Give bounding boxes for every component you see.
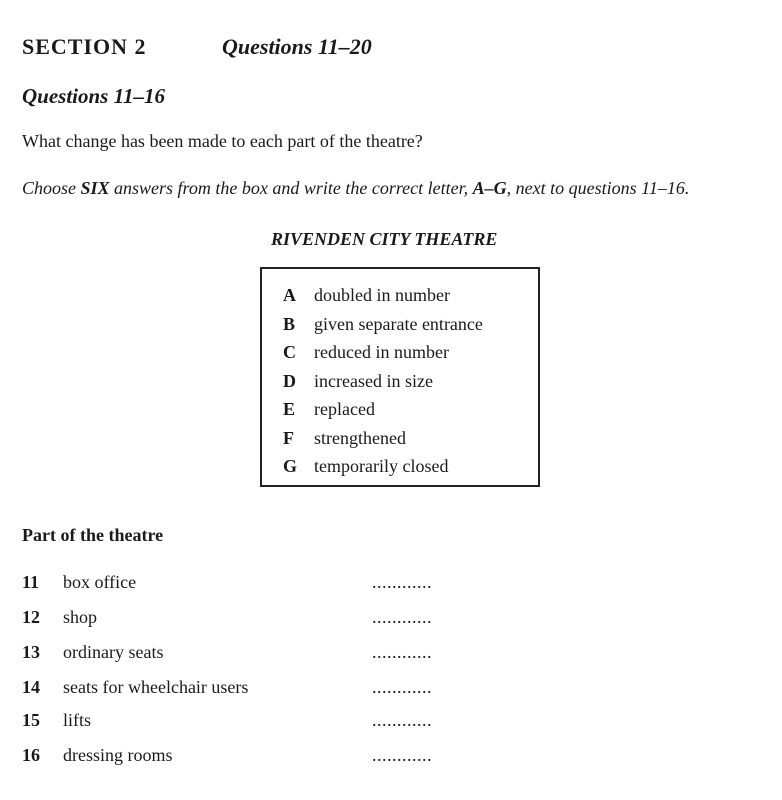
question-number: 14 <box>22 677 40 697</box>
question-text: ordinary seats <box>63 642 164 662</box>
question-text: shop <box>63 607 98 627</box>
answer-blank[interactable]: ............ <box>372 710 432 730</box>
question-row-14 <box>22 674 462 700</box>
instruction-text <box>22 178 689 199</box>
answer-blank[interactable]: ............ <box>372 677 432 697</box>
option-letter: B <box>283 313 296 334</box>
option-e <box>283 397 375 421</box>
option-f <box>283 426 406 450</box>
section-header <box>22 34 372 60</box>
answer-blank[interactable]: ............ <box>372 607 432 627</box>
question-text: lifts <box>63 710 92 730</box>
instruction-part-1: Choose <box>22 178 81 198</box>
instruction-range: A–G <box>472 178 507 198</box>
option-letter: A <box>283 285 296 305</box>
instruction-part-3: , next to questions 11–16. <box>506 178 690 198</box>
question-row-13 <box>22 639 462 665</box>
question-number: 12 <box>22 607 40 627</box>
option-text: increased in size <box>314 370 433 391</box>
question-prompt: What change has been made to each part of the theatre? <box>22 131 423 151</box>
questions-subheading: Questions 11–16 <box>22 84 165 108</box>
question-number: 16 <box>22 745 40 765</box>
options-box-title: RIVENDEN CITY THEATRE <box>271 229 498 249</box>
question-row-12 <box>22 604 462 630</box>
question-number: 11 <box>22 572 40 592</box>
option-c <box>283 340 449 364</box>
answer-blank[interactable]: ............ <box>372 745 432 765</box>
option-text: replaced <box>314 399 375 419</box>
question-text: box office <box>63 572 137 592</box>
option-letter: D <box>283 370 296 391</box>
section-label: SECTION 2 <box>22 34 147 59</box>
parts-heading: Part of the theatre <box>22 525 164 545</box>
option-text: strengthened <box>314 427 406 448</box>
question-row-15 <box>22 707 462 733</box>
option-a <box>283 283 450 307</box>
answer-blank[interactable]: ............ <box>372 572 432 592</box>
question-row-11 <box>22 569 462 595</box>
options-box <box>260 267 540 487</box>
question-number: 13 <box>22 642 40 662</box>
option-d <box>283 369 433 393</box>
question-number: 15 <box>22 710 40 730</box>
question-text: seats for wheelchair users <box>63 677 249 697</box>
option-b <box>283 312 483 336</box>
option-text: temporarily closed <box>314 456 449 476</box>
option-g <box>283 454 448 478</box>
option-text: reduced in number <box>314 342 449 362</box>
instruction-six: SIX <box>80 178 110 198</box>
option-letter: E <box>283 399 296 419</box>
question-text: dressing rooms <box>63 745 173 765</box>
section-questions-range: Questions 11–20 <box>222 34 372 59</box>
instruction-part-2: answers from the box and write the correct letter, <box>109 178 473 198</box>
option-text: doubled in number <box>314 285 450 305</box>
option-text: given separate entrance <box>314 313 483 334</box>
option-letter: C <box>283 342 296 362</box>
option-letter: G <box>283 456 298 476</box>
option-letter: F <box>283 427 294 448</box>
question-row-16 <box>22 742 462 768</box>
answer-blank[interactable]: ............ <box>372 642 432 662</box>
